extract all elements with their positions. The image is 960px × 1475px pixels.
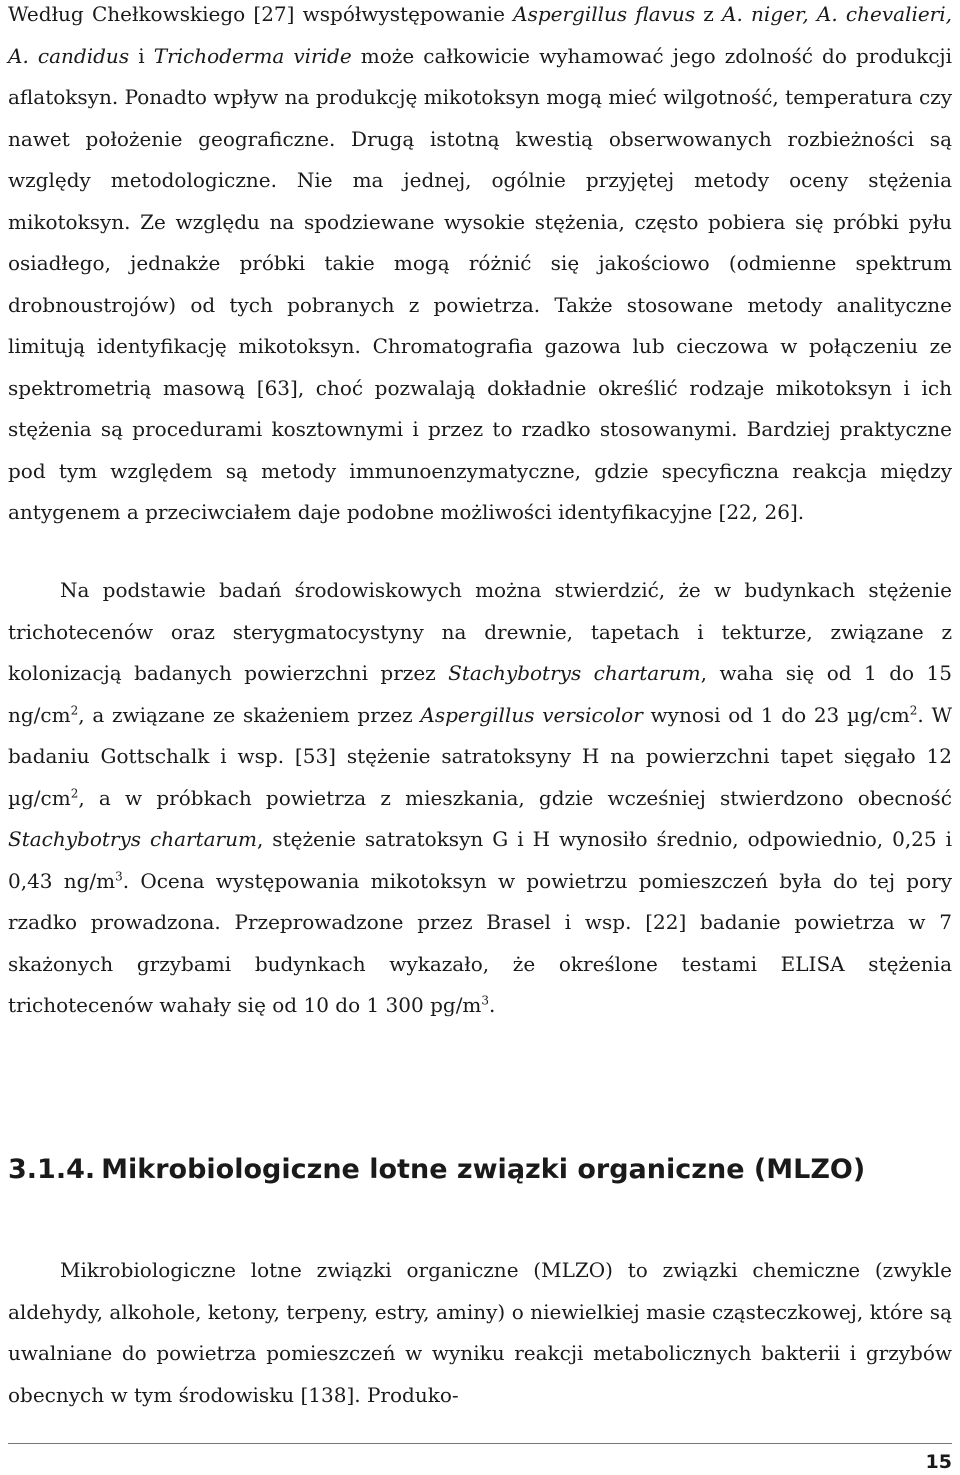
text-run: , waha się od 1 do 15 ng/cm <box>8 661 952 727</box>
footer-divider <box>8 1443 952 1444</box>
section-number: 3.1.4. <box>8 1154 96 1185</box>
species-name: Stachybotrys chartarum <box>448 661 701 685</box>
species-name: Aspergillus flavus <box>513 2 696 26</box>
text-run: może całkowicie wyhamować jego zdolność do produkcji aflatoksyn. Ponadto wpływ na produkcję mikotoksyn mogą mieć wilgotność, temperatura czy nawet położenie geograficzne. Drugą istotną kwestią obserwowanych rozbieżności są względy metodologiczne. Nie ma jednej, ogólnie przyjętej metody oceny stężenia mikotoksyn. Ze względu na spodziewane wysokie stężenia, często pobiera się próbki pyłu osiadłego, jednakże próbki takie mogą różnić się jakościowo (odmienne spektrum drobnoustrojów) od tych pobranych z powietrza. Także stosowane metody analityczne limitują identyfikację mikotoksyn. Chromatografia gazowa lub cieczowa w połączeniu ze spektrometrią masową [63], choć pozwalają dokładnie określić rodzaje mikotoksyn i ich stężenia są procedurami kosztownymi i przez to rzadko stosowanymi. Bardziej praktyczne pod tym względem są metody immunoenzymatyczne, gdzie specyficzna reakcja między antygenem a przeciwciałem daje podobne możliwości identyfikacyjne [22, 26]. <box>8 43 953 524</box>
species-name: A. niger, A. chevalieri, A. candidus <box>8 2 952 68</box>
paragraph-environmental-studies <box>8 570 952 1027</box>
superscript: 3 <box>481 993 490 1008</box>
text-run: Mikrobiologiczne lotne związki organiczne (MLZO) to związki chemiczne (zwykle aldehydy, alkohole, ketony, terpeny, estry, aminy) o niewielkiej masie cząsteczkowej, które są uwalniane do powietrza pomieszczeń w wyniku reakcji metabolicznych bakterii i grzybów obecnych w tym środowisku [138]. Produko- <box>8 1258 952 1407</box>
superscript: 3 <box>115 868 123 883</box>
text-run: , stężenie satratoksyn G i H wynosiło średnio, odpowiednio, 0,25 i 0,43 ng/m <box>8 827 953 893</box>
paragraph-mycotoxin-methods <box>8 0 952 534</box>
species-name: Trichoderma viride <box>153 43 352 68</box>
text-run: . <box>489 993 496 1017</box>
text-run: Na podstawie badań środowiskowych można stwierdzić, że w budynkach stężenie trichotecenów oraz sterygmatocystyny na drewnie, tapetach i tekturze, związane z kolonizacją badanych powierzchni przez <box>8 578 952 685</box>
section-title: Mikrobiologiczne lotne związki organiczne (MLZO) <box>101 1154 866 1185</box>
paragraph-mlzo-intro <box>8 1250 952 1416</box>
text-run: . Ocena występowania mikotoksyn w powietrzu pomieszczeń była do tej pory rzadko prowadzona. Przeprowadzone przez Brasel i wsp. [22] badanie powietrza w 7 skażonych grzybami budynkach wykazało, że określone testami ELISA stężenia trichotecenów wahały się od 10 do 1 300 pg/m <box>8 868 952 1017</box>
text-run: i <box>129 43 154 68</box>
species-name: Stachybotrys chartarum <box>8 827 257 851</box>
text-run: , a w próbkach powietrza z mieszkania, gdzie wcześniej stwierdzono obecność <box>78 785 952 810</box>
text-run: Według Chełkowskiego [27] współwystępowanie <box>8 2 514 26</box>
page-number: 15 <box>925 1451 952 1473</box>
text-run: wynosi od 1 do 23 µg/cm <box>642 702 910 727</box>
text-run: . W badaniu Gottschalk i wsp. [53] stężenie satratoksyny H na powierzchni tapet sięgało 12 µg/cm <box>8 702 952 810</box>
text-run: , a związane ze skażeniem przez <box>78 702 421 727</box>
text-run: z <box>695 2 723 26</box>
section-heading <box>8 1150 952 1190</box>
species-name: Aspergillus versicolor <box>420 702 643 727</box>
superscript: 2 <box>70 785 79 800</box>
superscript: 2 <box>909 702 918 717</box>
superscript: 2 <box>70 702 79 717</box>
